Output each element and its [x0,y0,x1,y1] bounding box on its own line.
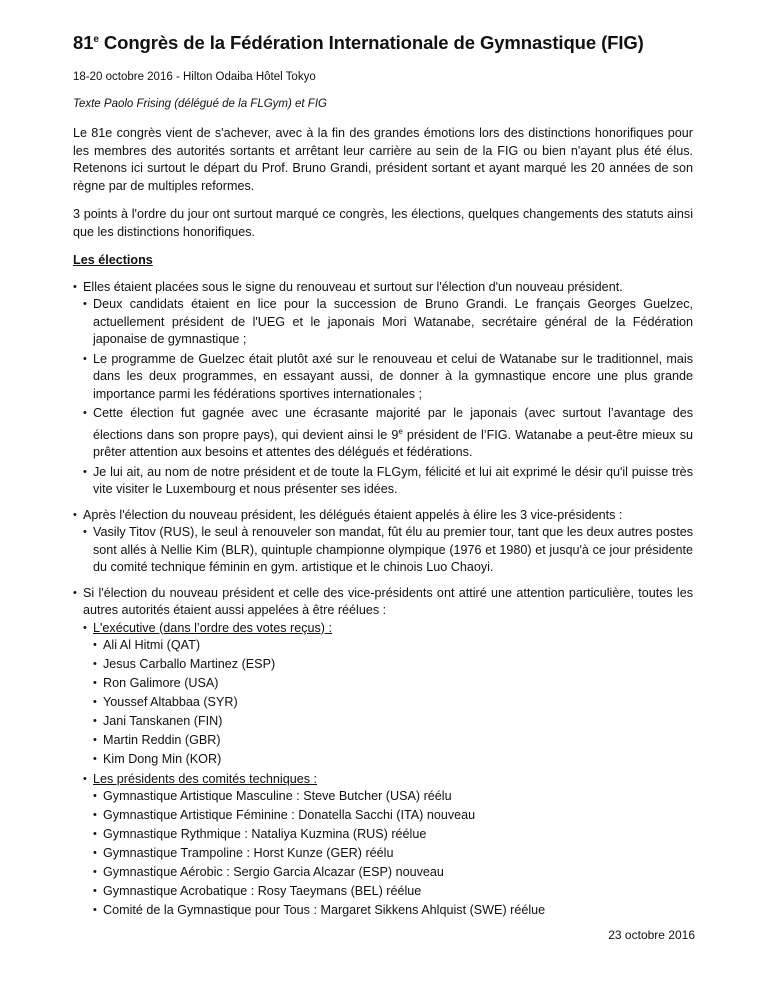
list-item: • Gymnastique Artistique Féminine : Donatella Sacchi (ITA) nouveau [103,807,693,825]
intro-paragraph-1: Le 81e congrès vient de s'achever, avec à la fin des grandes émotions lors des distinctions honorifiques pour les membres des autorités sortants et arrêtant leur carrière au sein de la FIG ou bien n'ayant plus été élus. Retenons ici surtout le départ du Prof. Bruno Grandi, président sortant et ayant marqué les 20 années de son règne par de multiples reformes. [73,126,693,193]
event-date-location: 18-20 octobre 2016 - Hilton Odaiba Hôtel Tokyo [73,71,316,83]
list-item [83,507,693,577]
list-item: • Gymnastique Acrobatique : Rosy Taeymans (BEL) réélue [103,883,693,901]
list-item-text: Cette élection fut gagnée avec une écrasante majorité par le japonais (avec surtout l’avantage des élections dans son propre pays), qui devient ainsi le 9 [93,406,693,442]
intro-paragraph-2: 3 points à l'ordre du jour ont surtout marqué ce congrès, les élections, quelques changements des statuts ainsi que les distinctions honorifiques. [73,207,693,239]
list-item: • Gymnastique Trampoline : Horst Kunze (GER) réélu [103,845,693,863]
list-item: • Gymnastique Aérobic : Sergio Garcia Alcazar (ESP) nouveau [103,864,693,882]
list-item-text: Elles étaient placées sous le signe du renouveau et surtout sur l'élection d'un nouveau président. [83,279,623,294]
superscript: e [398,426,403,436]
list-item [83,585,693,920]
section-heading-elections: Les élections [73,253,153,267]
executive-list [93,637,693,769]
list-item: • Ali Al Hitmi (QAT) [103,637,693,655]
elections-list [73,279,693,920]
list-item: • Jesus Carballo Martinez (ESP) [103,656,693,674]
technical-committees-heading: Les présidents des comités techniques : [93,771,318,786]
list-item: • Martin Reddin (GBR) [103,732,693,750]
list-item [93,620,693,769]
list-item: • Youssef Altabbaa (SYR) [103,694,693,712]
footer-date: 23 octobre 2016 [608,928,695,942]
list-item-text: président de l’FIG. Watanabe a peut-être mieux su prêter attention aux besoins et attentes des délégués et fédérations. [93,427,693,459]
list-item [93,405,693,462]
sublist [83,524,693,577]
technical-committees-list [93,788,693,920]
list-item: • Vasily Titov (RUS), le seul à renouveler son mandat, fût élu au premier tour, tant que les deux autres postes sont allés à Nellie Kim (BLR), quintuple championne olympique (1976 et 1980) et jusqu'à ce jour présidente du comité technique féminin en gym. artistique et le chinois Luo Chaoyi. [93,524,693,577]
list-item [93,771,693,920]
list-item: • Deux candidats étaient en lice pour la succession de Bruno Grandi. Le français Georges Guelzec, actuellement président de l'UEG et le japonais Mori Watanabe, secrétaire général de la Fédération japonaise de gymnastique ; [93,296,693,349]
list-item: • Gymnastique Artistique Masculine : Steve Butcher (USA) réélu [103,788,693,806]
list-item-text: Après l'élection du nouveau président, les délégués étaient appelés à élire les 3 vice-présidents : [83,507,623,522]
sublist [83,296,693,499]
list-item: • Je lui ait, au nom de notre président et de toute la FLGym, félicité et lui ait exprimé le désir qu'il puisse très vite visiter le Luxembourg et nous présenter ses idées. [93,464,693,499]
list-item: • Gymnastique Rythmique : Nataliya Kuzmina (RUS) réélue [103,826,693,844]
title-superscript: e [93,34,99,45]
executive-heading: L'exécutive (dans l’ordre des votes reçus) : [93,620,332,635]
author-credit: Texte Paolo Frising (délégué de la FLGym) et FIG [73,98,327,110]
sublist [83,620,693,920]
list-item: • Jani Tanskanen (FIN) [103,713,693,731]
title-text: Congrès de la Fédération Internationale de Gymnastique (FIG) [98,32,644,53]
list-item-text: Si l'élection du nouveau président et celle des vice-présidents ont attiré une attention particulière, toutes les autres autorités étaient aussi appelées à être réélues : [83,585,693,617]
list-item: • Ron Galimore (USA) [103,675,693,693]
title-number: 81 [73,32,94,53]
list-item: • Comité de la Gymnastique pour Tous : Margaret Sikkens Ahlquist (SWE) réélue [103,902,693,920]
page-title [73,28,693,55]
list-item [83,279,693,499]
list-item: • Kim Dong Min (KOR) [103,751,693,769]
list-item: • Le programme de Guelzec était plutôt axé sur le renouveau et celui de Watanabe sur le traditionnel, mais dans les deux programmes, en essayant aussi, de donner à la gymnastique encore une plus grande importance parmi les fédérations sportives internationales ; [93,351,693,404]
